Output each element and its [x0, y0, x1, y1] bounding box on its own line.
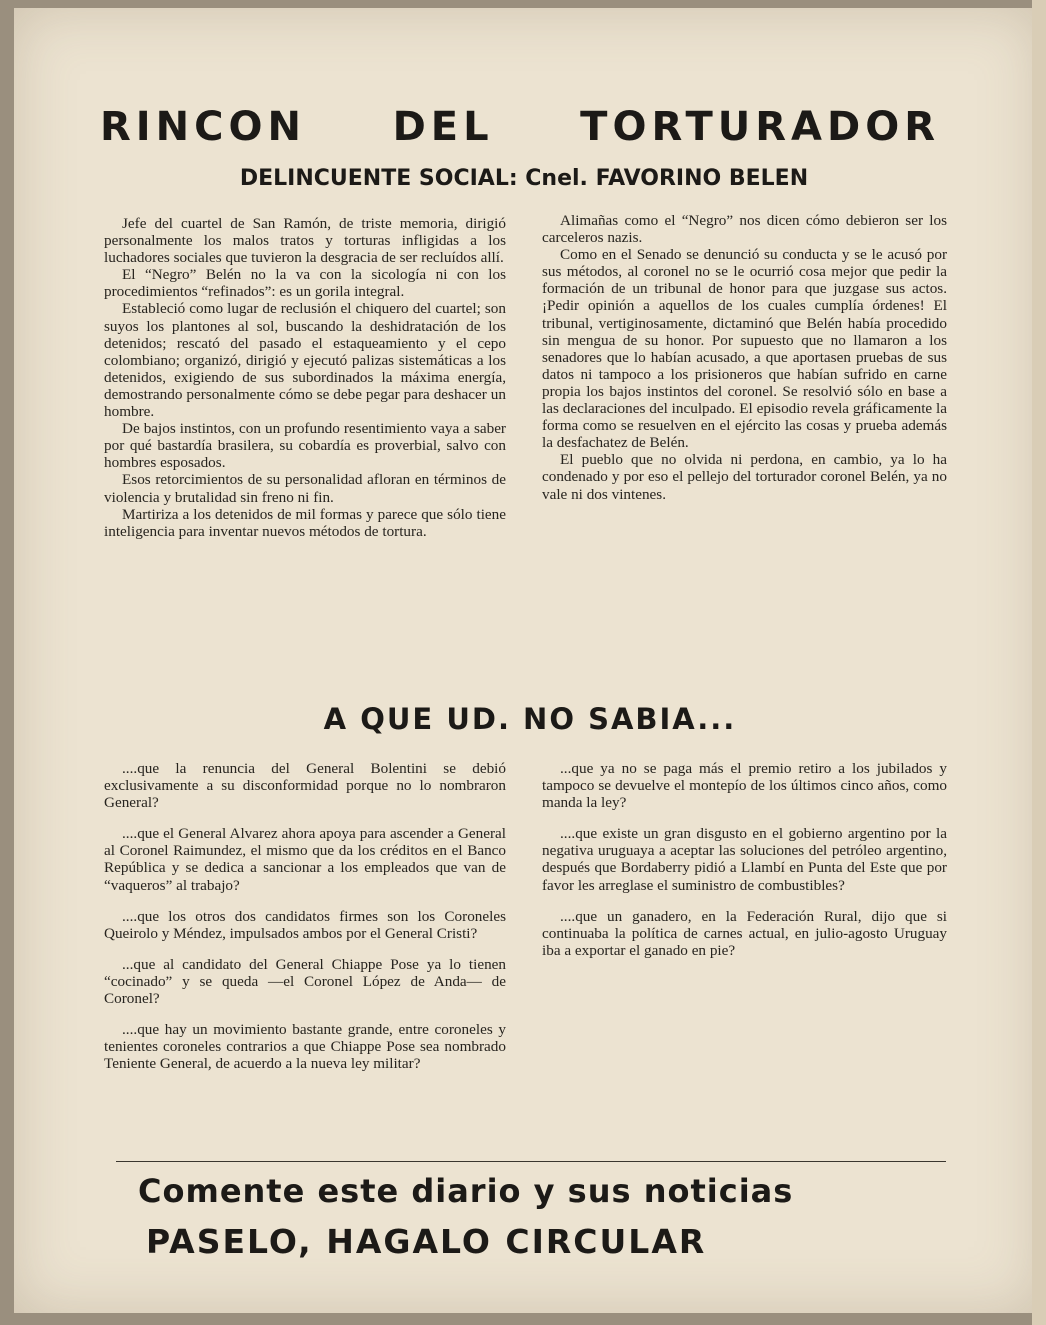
list-item: ....que los otros dos candidatos firmes son los Coroneles Queirolo y Méndez, impulsados ambos por el General Cristi?	[104, 907, 506, 942]
paragraph: Alimañas como el “Negro” nos dicen cómo debieron ser los carceleros nazis.	[542, 212, 947, 247]
list-item: ....que el General Alvarez ahora apoya para ascender a General al Coronel Raimundez, el mismo que da los créditos en el Banco República y se dedica a sancionar a los empleados que van de “vaqueros” al trabajo?	[104, 825, 506, 894]
page-edge	[1032, 0, 1046, 1325]
list-item: ...que al candidato del General Chiappe Pose ya lo tienen “cocinado” y se queda —el Coronel López de Anda— de Coronel?	[104, 955, 506, 1008]
paragraph: Estableció como lugar de reclusión el chiquero del cuartel; son suyos los plantones al sol, buscando la deshidratación de los detenidos; rescató del pasado el estaqueamiento y el cepo colombiano; organizó, dirigió y ejecutó palizas sistemáticas a los detenidos, exigiendo de sus subordinados la máxima energía, demostrando personalmente cómo se debe pegar para deshacer un hombre.	[104, 300, 506, 421]
paragraph: Jefe del cuartel de San Ramón, de triste memoria, dirigió personalmente los malos tratos y torturas infligidas a los luchadores sociales que tuvieron la desgracia de ser recluídos allí.	[104, 215, 506, 267]
section-column-left	[104, 760, 506, 1086]
section-heading: A QUE UD. NO SABIA...	[323, 702, 737, 736]
divider	[116, 1161, 946, 1162]
section-column-right	[542, 760, 947, 973]
paragraph: El pueblo que no olvida ni perdona, en cambio, ya lo ha condenado y por eso el pellejo del torturador coronel Belén, ya no vale ni dos vintenes.	[542, 451, 947, 503]
list-item: ...que ya no se paga más el premio retiro a los jubilados y tampoco se devuelve el montepío de los últimos cinco años, como manda la ley?	[542, 760, 947, 812]
article-column-left	[104, 215, 506, 540]
article-column-right	[542, 212, 947, 503]
paragraph: De bajos instintos, con un profundo resentimiento vaya a saber por qué bastardía brasilera, su cobardía es proverbial, salvo con hombres esposados.	[104, 420, 506, 472]
paragraph: Esos retorcimientos de su personalidad afloran en términos de violencia y brutalidad sin freno ni fin.	[104, 471, 506, 506]
paragraph: Como en el Senado se denunció su conducta y se le acusó por sus métodos, al coronel no se le ocurrió cosa mejor que pedir la formación de un tribunal de honor para que juzgase sus actos. ¡Pedir opinión a aquellos de los cuales cumplía órdenes! El tribunal, vertiginosamente, dictaminó que Belén había procedido sin mengua de su honor. Por supuesto que no llamaron a los senadores que lo habían acusado, a que aportasen pruebas de sus datos ni tampoco a los prisioneros que habían sufrido en carne propia los bajos instintos del coronel. Se resolvió sólo en base a las declaraciones del inculpado. El episodio revela gráficamente la forma como se resuelven en el ejército las cosas y prueba además la desfachatez de Belén.	[542, 246, 947, 452]
paragraph: El “Negro” Belén no la va con la sicología ni con los procedimientos “refinados”: es un gorila integral.	[104, 266, 506, 301]
footer-line-2: PASELO, HAGALO CIRCULAR	[146, 1222, 707, 1261]
headline: RINCON DEL TORTURADOR	[100, 104, 940, 150]
newspaper-page	[14, 8, 1040, 1313]
footer-line-1: Comente este diario y sus noticias	[138, 1172, 794, 1210]
list-item: ....que un ganadero, en la Federación Rural, dijo que si continuaba la política de carnes actual, en julio-agosto Uruguay iba a exportar el ganado en pie?	[542, 907, 947, 959]
paragraph: Martiriza a los detenidos de mil formas y parece que sólo tiene inteligencia para inventar nuevos métodos de tortura.	[104, 505, 506, 540]
list-item: ....que hay un movimiento bastante grande, entre coroneles y tenientes coroneles contrarios a que Chiappe Pose sea nombrado Teniente General, de acuerdo a la nueva ley militar?	[104, 1021, 506, 1073]
list-item: ....que la renuncia del General Bolentini se debió exclusivamente a su disconformidad porque no lo nombraron General?	[104, 760, 506, 812]
subheadline: DELINCUENTE SOCIAL: Cnel. FAVORINO BELEN	[239, 166, 809, 191]
list-item: ....que existe un gran disgusto en el gobierno argentino por la negativa uruguaya a aceptar las soluciones del petróleo argentino, después que Bordaberry pidió a Llambí en Punta del Este que por favor les arreglase el suministro de combustibles?	[542, 825, 947, 894]
